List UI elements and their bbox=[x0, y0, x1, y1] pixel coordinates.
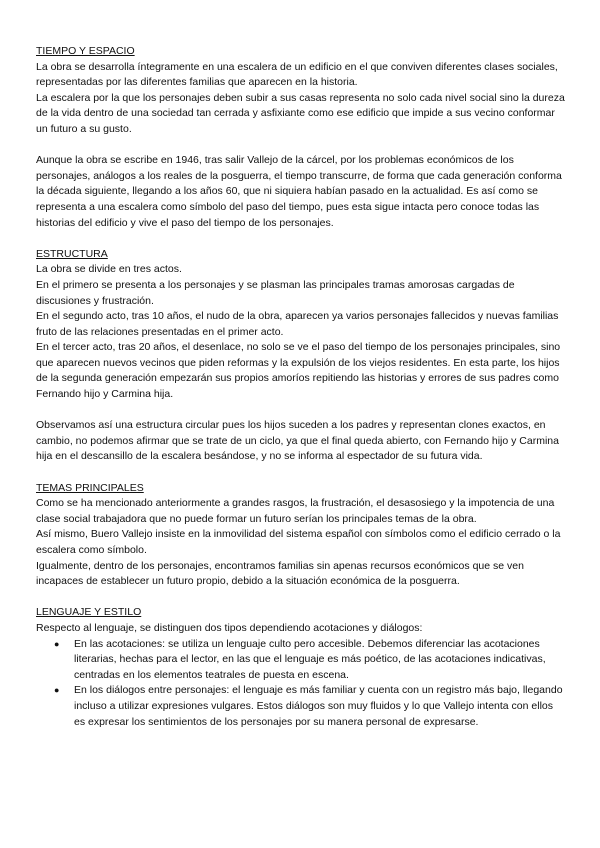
section-temas-principales bbox=[36, 481, 566, 590]
paragraph: Así mismo, Buero Vallejo insiste en la inmovilidad del sistema español con símbolos como el edificio cerrado o la escalera como símbolo. bbox=[36, 528, 561, 556]
paragraph: La obra se divide en tres actos. bbox=[36, 263, 182, 276]
bullet-icon: ● bbox=[54, 685, 60, 696]
section-heading: TEMAS PRINCIPALES bbox=[36, 481, 144, 494]
list-item-text: En los diálogos entre personajes: el lenguaje es más familiar y cuenta con un registro más bajo, llegando incluso a utilizar expresiones vulgares. Estos diálogos son muy fluidos y lo que Vallejo intenta con ellos es expresar los sentimientos de los personajes por su manera personal de expresarse. bbox=[74, 684, 563, 728]
paragraph: Igualmente, dentro de los personajes, encontramos familias sin apenas recursos económicos que se ven incapaces de establecer un futuro propio, debido a la situación económica de la posguerra. bbox=[36, 559, 524, 588]
paragraph: La escalera por la que los personajes deben subir a sus casas representa no solo cada nivel social sino la dureza de la vida dentro de una sociedad tan cerrada y asfixiante como ese edificio que impide a sus vecino conformar un futuro a su gusto. bbox=[36, 91, 565, 135]
paragraph: La obra se desarrolla íntegramente en una escalera de un edificio en el que conviven diferentes clases sociales, representadas por las diferentes familias que aparecen en la historia. bbox=[36, 60, 558, 89]
bullet-icon: ● bbox=[54, 638, 60, 649]
paragraph: Respecto al lenguaje, se distinguen dos tipos dependiendo acotaciones y diálogos: bbox=[36, 621, 423, 634]
list-item bbox=[54, 683, 566, 730]
paragraph: Observamos así una estructura circular pues los hijos suceden a los padres y representan clones exactos, en cambio, no podemos afirmar que se trate de un ciclo, ya que el final queda abierto, con Fernando hijo y Carmina hija en el descansillo de la escalera besándose, y no se informa al espectador de su futura vida. bbox=[36, 419, 559, 463]
list-item-text: En las acotaciones: se utiliza un lenguaje culto pero accesible. Debemos diferenciar las acotaciones literarias, hechas para el lector, en las que el lenguaje es más poético, de las acotaciones indicativas, centradas en los elementos teatrales de puesta en escena. bbox=[74, 637, 546, 681]
list-item bbox=[54, 637, 566, 684]
paragraph: En el segundo acto, tras 10 años, el nudo de la obra, aparecen ya varios personajes fallecidos y nuevas familias fruto de las relaciones presentadas en el primer acto. bbox=[36, 310, 559, 338]
section-heading: TIEMPO Y ESPACIO bbox=[36, 45, 135, 57]
document-page bbox=[36, 44, 566, 730]
section-tiempo-y-espacio bbox=[36, 44, 566, 231]
paragraph: Aunque la obra se escribe en 1946, tras salir Vallejo de la cárcel, por los problemas económicos de los personajes, análogos a los reales de la posguerra, el tiempo transcurre, de forma que cada generación conforma la década siguiente, llegando a los años 60, que ni siquiera habían pasado en la actualidad. Es así como se representa a una escalera como símbolo del paso del tiempo, pues esta sigue intacta pero conoce todas las historias del edificio y vive el paso del tiempo de los personajes. bbox=[36, 154, 562, 229]
paragraph: En el tercer acto, tras 20 años, el desenlace, no solo se ve el paso del tiempo de los personajes principales, sino que aparecen nuevos vecinos que piden reformas y la expulsión de los viejos residentes. En esta parte, los hijos de la segunda generación empezarán sus propios amoríos repitiendo las historias y errores de sus padres como Fernando hijo y Carmina hija. bbox=[36, 341, 561, 401]
blank-line bbox=[36, 231, 566, 247]
paragraph: En el primero se presenta a los personajes y se plasman las principales tramas amorosas cargadas de discusiones y frustración. bbox=[36, 278, 515, 307]
section-heading: ESTRUCTURA bbox=[36, 247, 108, 260]
bullet-list bbox=[36, 637, 566, 731]
blank-line bbox=[36, 138, 566, 154]
blank-line bbox=[36, 590, 566, 606]
paragraph: Como se ha mencionado anteriormente a grandes rasgos, la frustración, el desasosiego y la impotencia de una clase social trabajadora que no puede formar un futuro serían los principales temas de la obra. bbox=[36, 497, 555, 525]
section-lenguaje-y-estilo bbox=[36, 605, 566, 730]
blank-line bbox=[36, 465, 566, 481]
section-estructura bbox=[36, 247, 566, 465]
section-heading: LENGUAJE Y ESTILO bbox=[36, 606, 142, 619]
blank-line bbox=[36, 403, 566, 419]
